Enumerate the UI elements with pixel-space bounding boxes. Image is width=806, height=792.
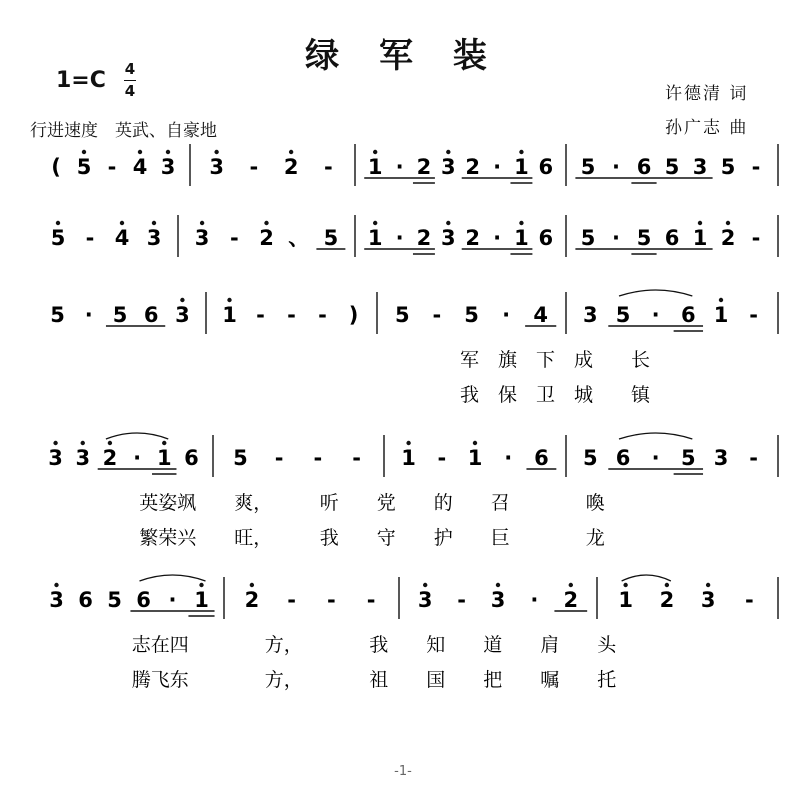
note: 2 xyxy=(283,155,299,179)
page-number: -1- xyxy=(394,764,412,779)
octave-dot xyxy=(227,298,231,302)
dash-mark: - xyxy=(432,303,442,327)
dot-mark: · xyxy=(133,446,142,470)
octave-dot xyxy=(81,441,85,445)
song-title: 绿 军 装 xyxy=(305,36,501,76)
octave-dot xyxy=(726,221,730,225)
dash-mark: - xyxy=(749,446,759,470)
octave-dot xyxy=(473,441,477,445)
note: 3 xyxy=(583,303,598,327)
note: 3 xyxy=(194,226,210,250)
octave-dot xyxy=(706,583,710,587)
dash-mark: - xyxy=(751,155,761,179)
octave-dot xyxy=(264,221,268,225)
lyric-line: 志在四 方， 我 知 道 肩 头 xyxy=(131,634,617,656)
dash-mark: - xyxy=(366,588,376,612)
note: 6 xyxy=(615,446,631,470)
octave-dot xyxy=(406,441,410,445)
staff-line-1 xyxy=(51,144,778,186)
note: 5 xyxy=(580,226,596,250)
slur xyxy=(140,575,206,581)
note: 1 xyxy=(467,446,483,470)
note: 1 xyxy=(618,588,633,612)
octave-dot xyxy=(698,221,702,225)
dot-mark: · xyxy=(493,155,502,179)
octave-dot xyxy=(519,221,523,225)
note: 5 xyxy=(583,446,598,470)
dash-mark: - xyxy=(324,155,333,179)
time-signature-top: 4 xyxy=(124,60,136,78)
dash-mark: - xyxy=(457,588,466,612)
dash-mark: - xyxy=(274,446,284,470)
note: 4 xyxy=(114,226,130,250)
octave-dot xyxy=(120,221,124,225)
note: 2 xyxy=(416,226,432,250)
note: 1 xyxy=(713,303,729,327)
note: 1 xyxy=(222,303,237,327)
note: 5 xyxy=(76,155,92,179)
note: 2 xyxy=(259,226,274,250)
note: 2 xyxy=(720,226,736,250)
note: 5 xyxy=(681,446,696,470)
dot-mark: · xyxy=(530,588,539,612)
slur xyxy=(106,433,168,439)
dot-mark: · xyxy=(493,226,502,250)
note: 2 xyxy=(465,155,480,179)
dash-mark: - xyxy=(437,446,447,470)
octave-dot xyxy=(423,583,427,587)
dash-mark: - xyxy=(749,303,759,327)
octave-dot xyxy=(200,221,204,225)
octave-dot xyxy=(166,150,170,154)
note: 5 xyxy=(233,446,248,470)
note: ) xyxy=(348,303,359,327)
octave-dot xyxy=(180,298,184,302)
note: 6 xyxy=(78,588,93,612)
dot-mark: · xyxy=(612,155,620,179)
note: 3 xyxy=(75,446,91,470)
lyric-line: 腾飞东 方， 祖 国 把 嘱 托 xyxy=(131,669,617,691)
octave-dot xyxy=(373,150,377,154)
dash-mark: - xyxy=(327,588,336,612)
note: 2 xyxy=(244,588,260,612)
octave-dot xyxy=(108,441,112,445)
note: 1 xyxy=(692,226,708,250)
note: 6 xyxy=(664,226,680,250)
octave-dot xyxy=(250,583,254,587)
octave-dot xyxy=(665,583,669,587)
dash-mark: - xyxy=(249,155,259,179)
note: 4 xyxy=(533,303,549,327)
note: 5 xyxy=(50,303,65,327)
note: 6 xyxy=(534,446,549,470)
dot-mark: · xyxy=(395,155,404,179)
dash-mark: - xyxy=(313,446,323,470)
note: 3 xyxy=(441,155,456,179)
note: 3 xyxy=(441,226,456,250)
note: 2 xyxy=(465,226,480,250)
key-signature: 1=C xyxy=(56,68,106,93)
octave-dot xyxy=(719,298,723,302)
dot-mark: · xyxy=(651,303,660,327)
note: 1 xyxy=(514,226,529,250)
lyric-line: 繁荣兴 旺， 我 守 护 巨 龙 xyxy=(139,527,605,549)
note: 4 xyxy=(132,155,148,179)
dash-mark: - xyxy=(318,303,327,327)
slur xyxy=(619,433,692,439)
note: 3 xyxy=(49,588,64,612)
lyric-line: 我 保 卫 城 镇 xyxy=(459,384,651,406)
composer-credit: 孙广志 曲 xyxy=(665,118,749,138)
note: 1 xyxy=(514,155,529,179)
note: 6 xyxy=(636,155,652,179)
octave-dot xyxy=(82,150,86,154)
lyric-line: 英姿飒 爽， 听 党 的 召 喚 xyxy=(139,492,605,514)
note: 1 xyxy=(401,446,416,470)
dot-mark: · xyxy=(395,226,404,250)
note: 6 xyxy=(681,303,696,327)
dash-mark: - xyxy=(107,155,117,179)
octave-dot xyxy=(446,221,450,225)
note: 5 xyxy=(107,588,122,612)
note: 5 xyxy=(615,303,631,327)
staff-line-4 xyxy=(48,433,778,549)
note: 3 xyxy=(146,226,162,250)
tempo-marking: 行进速度 英武、自豪地 xyxy=(30,121,217,141)
note: 3 xyxy=(417,588,433,612)
note: 1 xyxy=(156,446,172,470)
octave-dot xyxy=(519,150,523,154)
note: 5 xyxy=(394,303,410,327)
octave-dot xyxy=(446,150,450,154)
octave-dot xyxy=(199,583,203,587)
time-signature-bottom: 4 xyxy=(124,82,136,100)
note: 3 xyxy=(700,588,716,612)
note: ( xyxy=(51,155,61,179)
note: 5 xyxy=(664,155,680,179)
note: 2 xyxy=(563,588,579,612)
dot-mark: · xyxy=(84,303,93,327)
note: 5 xyxy=(720,155,736,179)
dash-mark: - xyxy=(287,303,296,327)
note: 5 xyxy=(323,226,339,250)
octave-dot xyxy=(53,441,57,445)
octave-dot xyxy=(214,150,218,154)
octave-dot xyxy=(138,150,142,154)
octave-dot xyxy=(289,150,293,154)
staff-line-2 xyxy=(51,215,778,257)
dot-mark: · xyxy=(651,446,660,470)
note: 3 xyxy=(692,155,708,179)
note: 3 xyxy=(490,588,506,612)
lyricist-credit: 许德清 词 xyxy=(665,84,749,104)
lyric-line: 军 旗 下 成 长 xyxy=(459,349,651,371)
dash-mark: - xyxy=(85,226,95,250)
dot-mark: · xyxy=(504,446,513,470)
octave-dot xyxy=(496,583,500,587)
octave-dot xyxy=(56,221,60,225)
note: 6 xyxy=(136,588,151,612)
note: 1 xyxy=(194,588,209,612)
note: 2 xyxy=(102,446,118,470)
octave-dot xyxy=(569,583,573,587)
note: 6 xyxy=(538,155,554,179)
dot-mark: 、 xyxy=(288,226,310,250)
note: 5 xyxy=(636,226,652,250)
note: 3 xyxy=(175,303,190,327)
note: 2 xyxy=(659,588,675,612)
octave-dot xyxy=(54,583,58,587)
staff-line-3 xyxy=(50,290,778,406)
note: 1 xyxy=(367,155,383,179)
note: 5 xyxy=(580,155,596,179)
note: 5 xyxy=(464,303,479,327)
dash-mark: - xyxy=(352,446,361,470)
dash-mark: - xyxy=(256,303,265,327)
note: 5 xyxy=(112,303,128,327)
note: 6 xyxy=(538,226,554,250)
octave-dot xyxy=(373,221,377,225)
staff-line-5 xyxy=(49,575,778,691)
dot-mark: · xyxy=(168,588,177,612)
dot-mark: · xyxy=(502,303,511,327)
note: 6 xyxy=(143,303,159,327)
octave-dot xyxy=(162,441,166,445)
note: 3 xyxy=(713,446,729,470)
dash-mark: - xyxy=(229,226,239,250)
note: 3 xyxy=(160,155,176,179)
note: 2 xyxy=(416,155,432,179)
note: 6 xyxy=(184,446,199,470)
note: 1 xyxy=(367,226,383,250)
note: 3 xyxy=(48,446,63,470)
slur xyxy=(622,575,671,581)
dash-mark: - xyxy=(745,588,754,612)
octave-dot xyxy=(623,583,627,587)
octave-dot xyxy=(152,221,156,225)
dot-mark: · xyxy=(612,226,620,250)
dash-mark: - xyxy=(287,588,296,612)
slur xyxy=(619,290,692,296)
note: 3 xyxy=(209,155,224,179)
dash-mark: - xyxy=(751,226,761,250)
note: 5 xyxy=(50,226,66,250)
